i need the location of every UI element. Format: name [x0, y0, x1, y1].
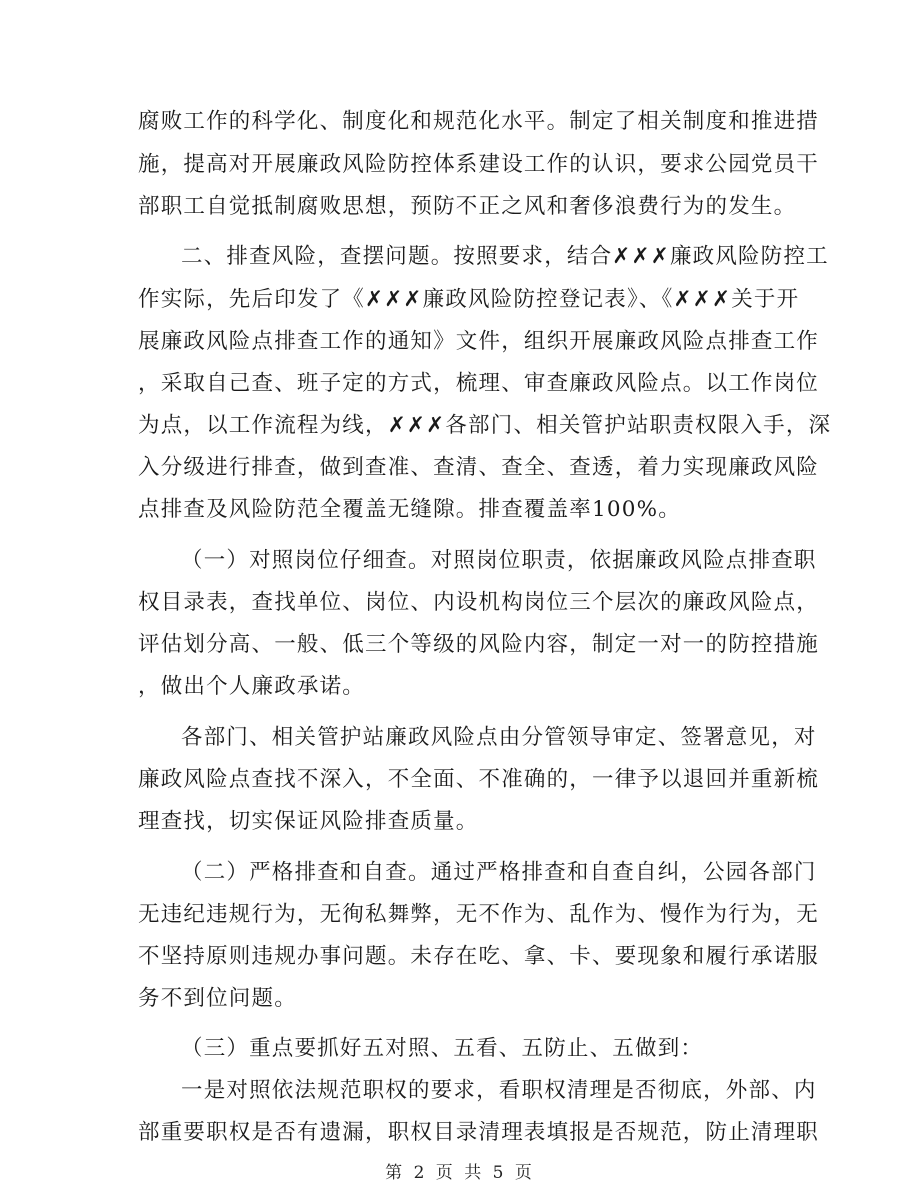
paragraph-line: ，采取自己查、班子定的方式，梳理、审查廉政风险点。以工作岗位	[138, 371, 820, 396]
paragraph-line: 二、排查风险，查摆问题。按照要求，结合✗✗✗廉政风险防控工	[181, 244, 829, 269]
paragraph-line: 部重要职权是否有遗漏，职权目录清理表填报是否规范，防止清理职	[138, 1120, 820, 1145]
paragraph-line: （一）对照岗位仔细查。对照岗位职责，依据廉政风险点排查职	[181, 548, 817, 573]
paragraph-line: 评估划分高、一般、低三个等级的风险内容，制定一对一的防控措施	[138, 632, 820, 657]
paragraph-line: （二）严格排查和自查。通过严格排查和自查自纠，公园各部门	[181, 860, 817, 885]
paragraph-line: 展廉政风险点排查工作的通知》文件，组织开展廉政风险点排查工作	[138, 329, 820, 354]
paragraph-line: 理查找，切实保证风险排查质量。	[138, 809, 479, 834]
paragraph-line: 不坚持原则违规办事问题。未存在吃、拿、卡、要现象和履行承诺服	[138, 944, 820, 969]
paragraph-line: 一是对照依法规范职权的要求，看职权清理是否彻底，外部、内	[181, 1078, 817, 1103]
paragraph-line: 廉政风险点查找不深入，不全面、不准确的，一律予以退回并重新梳	[138, 767, 820, 792]
page-number-footer: 第 2 页 共 5 页	[385, 1163, 535, 1183]
paragraph-line: 部职工自觉抵制腐败思想，预防不正之风和奢侈浪费行为的发生。	[138, 194, 797, 219]
paragraph-line: 务不到位问题。	[138, 986, 297, 1011]
paragraph-line: 为点，以工作流程为线，✗✗✗各部门、相关管护站职责权限入手，深	[138, 413, 832, 438]
paragraph-line: 无违纪违规行为，无徇私舞弊，无不作为、乱作为、慢作为行为，无	[138, 902, 820, 927]
paragraph-line: （三）重点要抓好五对照、五看、五防止、五做到：	[181, 1036, 704, 1061]
paragraph-line: 点排查及风险防范全覆盖无缝隙。排查覆盖率100%。	[138, 497, 681, 522]
paragraph-line: 入分级进行排查，做到查准、查清、查全、查透，着力实现廉政风险	[138, 455, 820, 480]
paragraph-line: 施，提高对开展廉政风险防控体系建设工作的认识，要求公园党员干	[138, 152, 820, 177]
paragraph-line: 作实际，先后印发了《✗✗✗廉政风险防控登记表》、《✗✗✗关于开	[138, 287, 800, 312]
paragraph-line: 腐败工作的科学化、制度化和规范化水平。制定了相关制度和推进措	[138, 109, 820, 134]
paragraph-line: ，做出个人廉政承诺。	[138, 674, 366, 699]
paragraph-line: 各部门、相关管护站廉政风险点由分管领导审定、签署意见，对	[181, 725, 817, 750]
paragraph-line: 权目录表，查找单位、岗位、内设机构岗位三个层次的廉政风险点，	[138, 590, 820, 615]
